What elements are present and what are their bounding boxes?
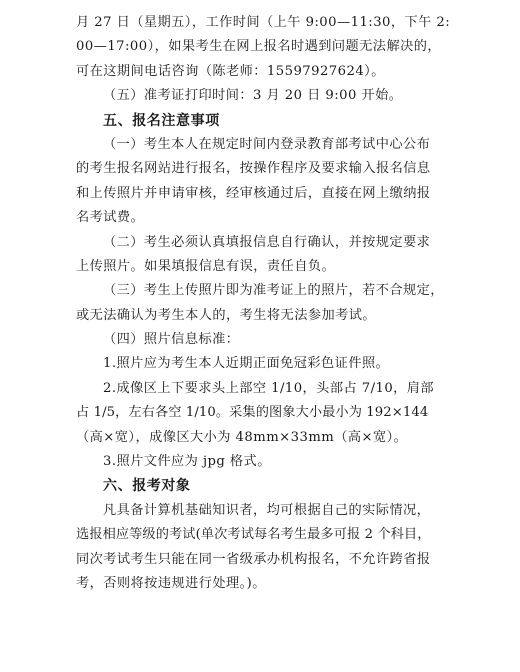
body-text-line: 可在这期间电话咨询（陈老师：15597927624）。 [76, 63, 385, 79]
section-heading-6: 六、报考对象 [103, 478, 191, 495]
body-text-line: 考，否则将按违规进行处理。)。 [76, 575, 266, 591]
body-text-line: （四）照片信息标准： [103, 332, 240, 348]
body-text-line: 凡具备计算机基础知识者，均可根据自己的实际情况， [103, 502, 431, 518]
body-text-line: 2.成像区上下要求头上部空 1/10，头部占 7/10，肩部 [103, 380, 435, 396]
body-text-line: （高×宽），成像区大小为 48mm×33mm（高×宽）。 [76, 429, 408, 445]
body-text-line: 月 27 日（星期五），工作时间（上午 9:00—11:30，下午 2: [76, 15, 451, 30]
body-text-line: 1.照片应为考生本人近期正面免冠彩色证件照。 [103, 356, 390, 372]
body-text-line: 同次考试考生只能在同一省级承办机构报名，不允许跨省报 [76, 551, 431, 567]
body-text-line: 上传照片。如果填报信息有误，责任自负。 [76, 258, 336, 274]
body-text-line: （五）准考证打印时间：3 月 20 日 9:00 开始。 [103, 88, 403, 104]
body-text-line: 选报相应等级的考试(单次考试每名考生最多可报 2 个科目， [76, 527, 431, 543]
body-text-line: 和上传照片并申请审核，经审核通过后，直接在网上缴纳报 [76, 185, 431, 201]
body-text-line: 3.照片文件应为 jpg 格式。 [103, 454, 271, 470]
body-text-line: 或无法确认为考生本人的，考生将无法参加考试。 [76, 307, 377, 323]
body-text-line: 的考生报名网站进行报名，按操作程序及要求输入报名信息 [76, 161, 431, 177]
body-text-line: 占 1/5，左右各空 1/10。采集的图象大小最小为 192×144 [76, 405, 429, 421]
body-text-line: 00—17:00），如果考生在网上报名时遇到问题无法解决的， [76, 39, 441, 55]
body-text-line: 名考试费。 [76, 210, 145, 226]
section-heading-5: 五、报名注意事项 [103, 112, 220, 129]
body-text-line: （一）考生本人在规定时间内登录教育部考试中心公布 [103, 136, 431, 152]
body-text-line: （二）考生必须认真填报信息自行确认，并按规定要求 [103, 234, 431, 250]
body-text-line: （三）考生上传照片即为准考证上的照片，若不合规定， [103, 283, 444, 299]
